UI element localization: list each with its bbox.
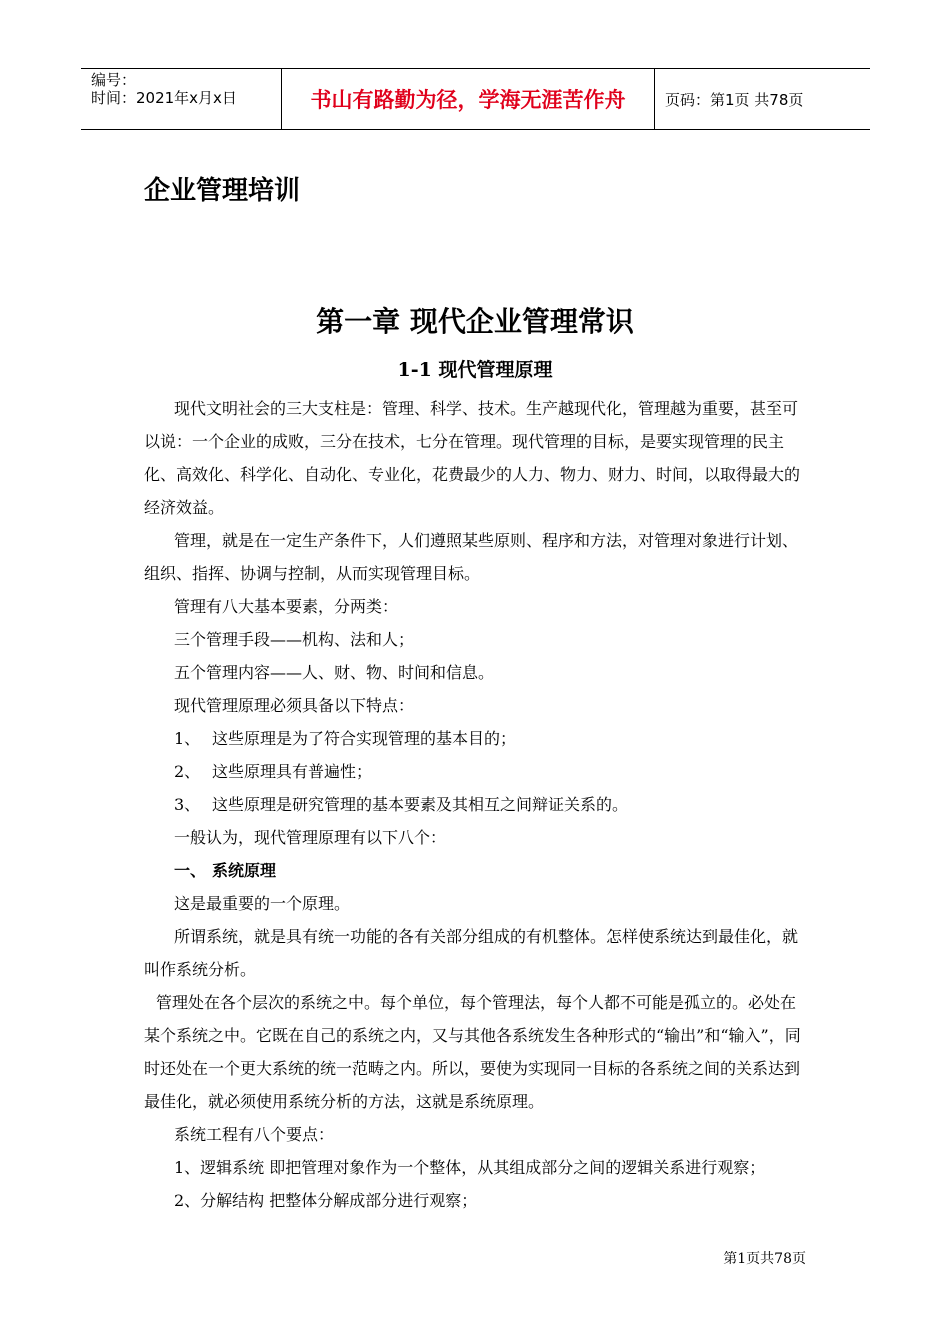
heading-text: 系统原理	[212, 861, 277, 880]
list-text: 这些原理是为了符合实现管理的基本目的；	[212, 729, 517, 748]
page-footer: 第1页共78页	[723, 1251, 806, 1267]
list-number: 2、	[174, 762, 201, 781]
list-text: 这些原理是研究管理的基本要素及其相互之间辩证关系的。	[212, 795, 629, 814]
list-item	[144, 722, 810, 755]
list-number: 1、	[174, 729, 201, 748]
list-number: 3、	[174, 795, 201, 814]
paragraph: 一般认为，现代管理原理有以下八个：	[174, 828, 447, 847]
subheading	[144, 854, 810, 887]
chapter-title: 第一章 现代企业管理常识	[316, 305, 634, 338]
section-title: 1-1 现代管理原理	[397, 359, 553, 381]
document-body	[144, 392, 810, 1217]
header-motto: 书山有路勤为径，学海无涯苦作舟	[281, 69, 655, 129]
paragraph: 三个管理手段——机构、法和人；	[174, 630, 415, 649]
paragraph: 管理，就是在一定生产条件下，人们遵照某些原则、程序和方法，对管理对象进行计划、组织、指挥、协调与控制，从而实现管理目标。	[144, 531, 799, 583]
paragraph: 1、逻辑系统 即把管理对象作为一个整体，从其组成部分之间的逻辑关系进行观察；	[174, 1158, 766, 1177]
header-page-info: 页码：第1页 共78页	[665, 90, 804, 109]
paragraph: 2、分解结构 把整体分解成部分进行观察；	[174, 1191, 478, 1210]
header-meta	[81, 69, 281, 129]
paragraph: 管理处在各个层次的系统之中。每个单位，每个管理法，每个人都不可能是孤立的。必处在某个系统之中。它既在自己的系统之内，又与其他各系统发生各种形式的“输出”和“输入”，同时还处在一个更大系统的统一范畴之内。所以，要使为实现同一目标的各系统之间的关系达到最佳化，就必须使用系统分析的方法，这就是系统原理。	[144, 993, 801, 1111]
paragraph: 现代管理原理必须具备以下特点：	[174, 696, 415, 715]
list-text: 这些原理具有普遍性；	[212, 762, 373, 781]
paragraph: 现代文明社会的三大支柱是：管理、科学、技术。生产越现代化，管理越为重要，甚至可以说：一个企业的成败，三分在技术，七分在管理。现代管理的目标，是要实现管理的民主化、高效化、科学化、自动化、专业化，花费最少的人力、物力、财力、时间，以取得最大的经济效益。	[144, 399, 801, 517]
date-label: 时间：2021年x月x日	[91, 89, 237, 107]
heading-number: 一、	[174, 861, 207, 880]
number-label: 编号：	[91, 71, 137, 89]
page-header	[81, 68, 870, 130]
list-item	[144, 788, 810, 821]
document-title: 企业管理培训	[144, 176, 301, 206]
paragraph: 这是最重要的一个原理。	[174, 894, 351, 913]
paragraph: 五个管理内容——人、财、物、时间和信息。	[174, 663, 495, 682]
paragraph: 管理有八大基本要素，分两类：	[174, 597, 399, 616]
paragraph: 所谓系统，就是具有统一功能的各有关部分组成的有机整体。怎样使系统达到最佳化，就叫作系统分析。	[144, 927, 799, 979]
list-item	[144, 755, 810, 788]
paragraph: 系统工程有八个要点：	[174, 1125, 335, 1144]
